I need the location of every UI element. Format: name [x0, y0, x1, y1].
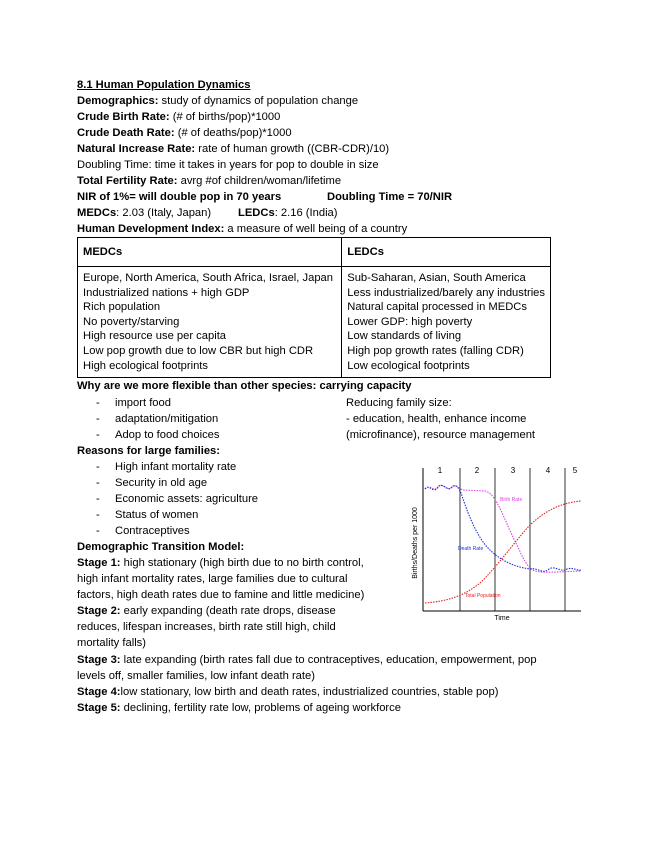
- stage-label: 2: [474, 466, 480, 475]
- list-item: Natural capital processed in MEDCs: [347, 301, 527, 314]
- def-total-fertility-rate: Total Fertility Rate: avrg #of children/woman/lifetime: [77, 175, 342, 187]
- list-item: Low standards of living: [347, 330, 462, 343]
- list-item: Rich population: [83, 301, 161, 314]
- def-crude-death-rate: Crude Death Rate: (# of deaths/pop)*1000: [77, 127, 292, 139]
- table-header-ledcs: LEDCs: [342, 238, 551, 267]
- reducing-detail: - education, health, enhance income: [346, 413, 527, 425]
- list-item: No poverty/starving: [83, 315, 180, 328]
- stage3-line: Stage 3: late expanding (birth rates fall due to contraceptives, education, empowerment, pop: [77, 654, 537, 666]
- stage-label: 1: [437, 466, 443, 475]
- stage3-line: levels off, smaller families, low infant death rate): [77, 670, 315, 682]
- fertility-comparison-ledcs: LEDCs: 2.16 (India): [238, 207, 338, 219]
- stage1-line: factors, high death rates due to famine and little medicine): [77, 589, 365, 601]
- stage2-line: mortality falls): [77, 637, 146, 649]
- stage1-line: Stage 1: high stationary (high birth due to no birth control,: [77, 557, 364, 569]
- reducing-family-size: Reducing family size:: [346, 397, 452, 409]
- ledcs-cell: [342, 267, 551, 378]
- stage4-line: Stage 4:low stationary, low birth and death rates, industrialized countries, stable pop): [77, 686, 499, 698]
- list-item: Low ecological footprints: [347, 359, 470, 372]
- stage-label: 5: [572, 466, 578, 475]
- large-families-heading: Reasons for large families:: [77, 445, 221, 457]
- nir-line: NIR of 1%= will double pop in 70 years: [77, 191, 282, 203]
- stage-label: 3: [510, 466, 516, 475]
- birth-rate-label: Birth Rate: [500, 497, 523, 503]
- list-item: Industrialized nations + high GDP: [83, 286, 250, 299]
- stage5-line: Stage 5: declining, fertility rate low, problems of ageing workforce: [77, 702, 401, 714]
- dtm-heading: Demographic Transition Model:: [77, 541, 245, 553]
- stage2-line: reduces, lifespan increases, birth rate still high, child: [77, 621, 336, 633]
- list-item: Europe, North America, South Africa, Israel, Japan: [83, 272, 333, 284]
- def-demographics: Demographics: study of dynamics of population change: [77, 95, 359, 107]
- stage-label: 4: [545, 466, 551, 475]
- total-population-label: Total Population: [465, 593, 501, 599]
- list-item: Sub-Saharan, Asian, South America: [347, 272, 526, 284]
- fertility-comparison: MEDCs: 2.03 (Italy, Japan): [77, 207, 212, 219]
- table-header-medcs: MEDCs: [78, 238, 342, 267]
- y-axis-label: Births/Deaths per 1000: [412, 507, 419, 579]
- total-population-line: [425, 501, 581, 603]
- doubling-formula: Doubling Time = 70/NIR: [327, 191, 453, 203]
- list-item: High resource use per capita: [83, 330, 227, 343]
- stage2-line: Stage 2: early expanding (death rate drops, disease: [77, 605, 336, 617]
- death-rate-label: Death Rate: [458, 546, 484, 552]
- reducing-detail: (microfinance), resource management: [346, 429, 536, 441]
- list-item: High pop growth rates (falling CDR): [347, 344, 524, 357]
- medc-ledc-table: [77, 237, 551, 378]
- stage1-line: high infant mortality rates, large families due to cultural: [77, 573, 348, 585]
- section-title: 8.1 Human Population Dynamics: [77, 79, 251, 91]
- def-doubling-time: Doubling Time: time it takes in years for pop to double in size: [77, 159, 379, 171]
- def-natural-increase-rate: Natural Increase Rate: rate of human growth ((CBR-CDR)/10): [77, 143, 390, 155]
- x-axis-label: Time: [494, 615, 510, 622]
- flexible-heading: Why are we more flexible than other species: carrying capacity: [77, 380, 412, 392]
- def-crude-birth-rate: Crude Birth Rate: (# of births/pop)*1000: [77, 111, 281, 123]
- list-item: Low pop growth due to low CBR but high CDR: [83, 344, 314, 357]
- list-item: Lower GDP: high poverty: [347, 315, 473, 328]
- list-item: Less industrialized/barely any industries: [347, 286, 545, 299]
- medcs-cell: [78, 267, 342, 378]
- dtm-chart: [405, 463, 585, 623]
- list-item: High ecological footprints: [83, 359, 208, 372]
- def-hdi: Human Development Index: a measure of well being of a country: [77, 223, 408, 235]
